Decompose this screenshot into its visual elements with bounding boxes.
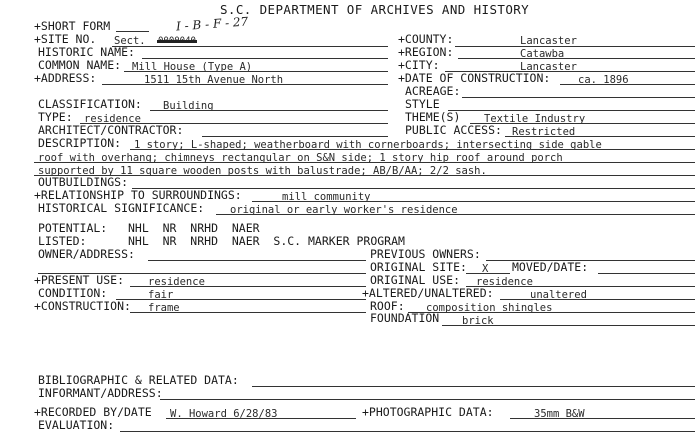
bibliographic-label: BIBLIOGRAPHIC & RELATED DATA: (38, 373, 239, 387)
address-value: 1511 15th Avenue North (144, 74, 284, 86)
foundation-label: FOUNDATION (370, 311, 440, 325)
present-use-label: +PRESENT USE: (34, 273, 125, 287)
original-site-line (466, 273, 510, 274)
style-line (448, 110, 695, 111)
architect-label: ARCHITECT/CONTRACTOR: (38, 123, 184, 137)
moved-date-line (598, 273, 695, 274)
original-site-label: ORIGINAL SITE: (370, 260, 467, 274)
architect-line (202, 136, 388, 137)
acreage-label: ACREAGE: (405, 84, 461, 98)
condition-label: CONDITION: (38, 286, 108, 300)
informant-line (160, 399, 695, 400)
description-line-3: supported by 11 square wooden posts with balustrade; AB/B/AA; 2/2 sash. (38, 165, 487, 177)
listed-label: LISTED: (38, 234, 87, 248)
county-line (455, 46, 695, 47)
construction-label: +CONSTRUCTION: (34, 299, 131, 313)
region-line (458, 58, 695, 59)
recorded-by-label: +RECORDED BY/DATE (34, 405, 152, 419)
present-use-line (130, 286, 366, 287)
classification-line (150, 110, 388, 111)
roof-value: composition shingles (426, 302, 553, 314)
bibliographic-line (252, 386, 695, 387)
significance-line (216, 214, 695, 215)
historic-name-label: HISTORIC NAME: (38, 45, 135, 59)
relationship-line (252, 201, 695, 202)
altered-label: +ALTERED/UNALTERED: (362, 286, 494, 300)
address-line (102, 84, 388, 85)
style-label: STYLE (405, 97, 440, 111)
classification-value: Building (163, 100, 214, 112)
potential-options: NHL NR NRHD NAER (128, 221, 260, 235)
short-form-label: +SHORT FORM (34, 19, 111, 33)
foundation-value: brick (462, 315, 494, 327)
potential-label: POTENTIAL: (38, 221, 108, 235)
date-of-construction-value: ca. 1896 (578, 74, 629, 86)
county-value: Lancaster (520, 35, 577, 47)
significance-label: HISTORICAL SIGNIFICANCE: (38, 201, 205, 215)
description-underline-3 (34, 175, 695, 176)
site-no-line (112, 46, 388, 47)
type-label: TYPE: (38, 110, 73, 124)
description-underline-2 (34, 162, 695, 163)
relationship-value: mill community (282, 191, 371, 203)
region-label: +REGION: (398, 45, 454, 59)
date-of-construction-line (560, 84, 695, 85)
significance-value: original or early worker's residence (230, 204, 458, 216)
common-name-line (124, 71, 388, 72)
description-line-2: roof with overhang; chimneys rectangular on S&N side; 1 story hip roof around porch (38, 152, 563, 164)
relationship-label: +RELATIONSHIP TO SURROUNDINGS: (34, 188, 242, 202)
description-line-1: 1 story; L-shaped; weatherboard with cornerboards; intersecting side gable (134, 139, 602, 151)
condition-value: fair (148, 289, 174, 301)
date-of-construction-label: +DATE OF CONSTRUCTION: (398, 71, 551, 85)
recorded-by-line (166, 418, 356, 419)
construction-value: frame (148, 302, 180, 314)
themes-line (470, 123, 695, 124)
address-label: +ADDRESS: (34, 71, 97, 85)
altered-value: unaltered (530, 289, 587, 301)
description-label: DESCRIPTION: (38, 136, 122, 150)
moved-date-label: MOVED/DATE: (512, 260, 589, 274)
type-value: residence (84, 113, 141, 125)
classification-label: CLASSIFICATION: (38, 97, 142, 111)
foundation-line (442, 325, 695, 326)
common-name-label: COMMON NAME: (38, 58, 122, 72)
common-name-value: Mill House (Type A) (132, 61, 253, 73)
original-use-line (466, 286, 695, 287)
present-use-value: residence (148, 276, 205, 288)
public-access-line (505, 136, 695, 137)
form-title: S.C. DEPARTMENT OF ARCHIVES AND HISTORY (220, 2, 530, 17)
themes-value: Textile Industry (484, 113, 586, 125)
roof-label: ROOF: (370, 299, 405, 313)
short-form-annotation: I - B - F - 27 (175, 14, 249, 34)
previous-owners-label: PREVIOUS OWNERS: (370, 247, 481, 261)
photographic-label: +PHOTOGRAPHIC DATA: (362, 405, 494, 419)
acreage-line (462, 97, 695, 98)
roof-line (408, 312, 695, 313)
outbuildings-label: OUTBUILDINGS: (38, 175, 129, 189)
city-value: Lancaster (520, 61, 577, 73)
condition-line (116, 299, 366, 300)
county-label: +COUNTY: (398, 32, 454, 46)
owner-address-label: OWNER/ADDRESS: (38, 247, 135, 261)
evaluation-label: EVALUATION: (38, 418, 115, 432)
listed-options: NHL NR NRHD NAER S.C. MARKER PROGRAM (128, 234, 405, 248)
original-use-value: residence (476, 276, 533, 288)
photographic-line (510, 418, 695, 419)
short-form-line (116, 31, 149, 32)
public-access-label: PUBLIC ACCESS: (405, 123, 502, 137)
original-site-value: X (482, 263, 489, 275)
construction-line (130, 312, 366, 313)
region-value: Catawba (520, 48, 565, 60)
public-access-value: Restricted (512, 126, 576, 138)
informant-label: INFORMANT/ADDRESS: (38, 386, 163, 400)
themes-label: THEME(S) (405, 110, 461, 124)
evaluation-line (120, 431, 695, 432)
city-label: +CITY: (398, 58, 440, 72)
historic-name-line (142, 58, 388, 59)
owner-address-line (148, 260, 366, 261)
description-underline-1 (130, 149, 695, 150)
recorded-by-value: W. Howard 6/28/83 (170, 408, 278, 420)
site-no-struck-value: 0000040 (158, 36, 196, 46)
photographic-value: 35mm B&W (534, 408, 585, 420)
altered-line (500, 299, 695, 300)
site-no-value: Sect. (114, 35, 146, 47)
original-use-label: ORIGINAL USE: (370, 273, 461, 287)
site-no-label: +SITE NO. (34, 32, 97, 46)
